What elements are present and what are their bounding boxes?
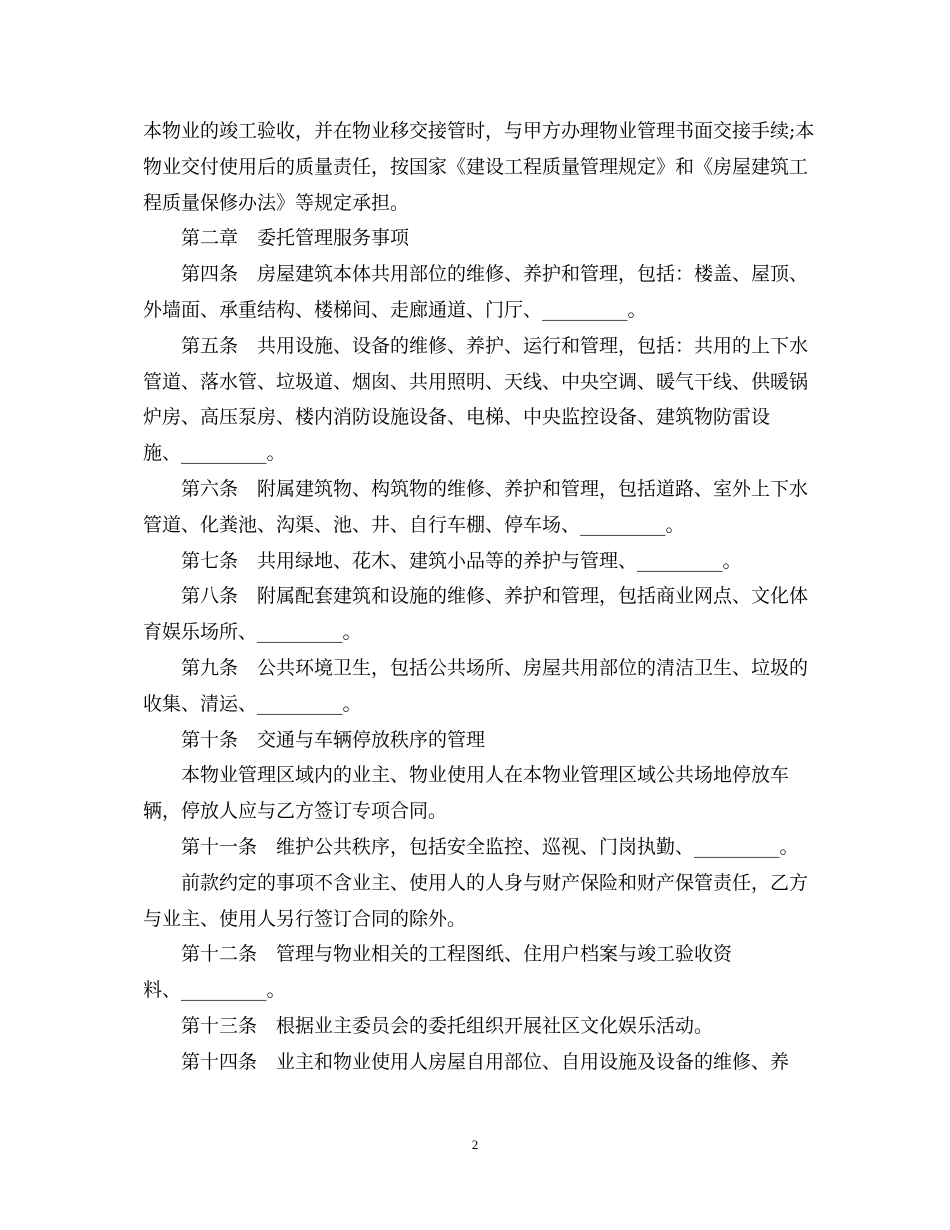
page-number: 2 [471,1137,479,1152]
text-line: 外墙面、承重结构、楼梯间、走廊通道、门厅、_________。 [143,298,647,321]
text-line: 第五条 共用设施、设备的维修、养护、运行和管理，包括：共用的上下水 [181,334,809,357]
text-line: 物业交付使用后的质量责任，按国家《建设工程质量管理规定》和《房屋建筑工 [143,155,809,178]
text-line: 第二章 委托管理服务事项 [181,227,410,250]
text-line: 第六条 附属建筑物、构筑物的维修、养护和管理，包括道路、室外上下水 [181,477,809,500]
text-line: 第十四条 业主和物业使用人房屋自用部位、自用设施及设备的维修、养 [181,1050,790,1073]
text-line: 第十二条 管理与物业相关的工程图纸、住用户档案与竣工验收资 [181,943,733,966]
text-line: 前款约定的事项不含业主、使用人的人身与财产保险和财产保管责任，乙方 [181,871,809,894]
document-body [143,114,813,1081]
text-line: 施、_________。 [143,442,286,465]
text-line: 收集、清运、_________。 [143,692,362,715]
text-line: 第七条 共用绿地、花木、建筑小品等的养护与管理、_________。 [181,549,742,572]
text-line: 第十一条 维护公共秩序，包括安全监控、巡视、门岗执勤、_________。 [181,835,799,858]
text-line: 炉房、高压泵房、楼内消防设施设备、电梯、中央监控设备、建筑物防雷设 [143,406,771,429]
text-line: 本物业管理区域内的业主、物业使用人在本物业管理区域公共场地停放车 [181,764,790,787]
text-line: 第十三条 根据业主委员会的委托组织开展社区文化娱乐活动。 [181,1014,714,1037]
text-line: 与业主、使用人另行签订合同的除外。 [143,907,467,930]
text-line: 管道、落水管、垃圾道、烟囱、共用照明、天线、中央空调、暖气干线、供暖锅 [143,370,809,393]
text-line: 料、_________。 [143,979,286,1002]
text-line: 辆，停放人应与乙方签订专项合同。 [143,800,448,823]
text-line: 程质量保修办法》等规定承担。 [143,191,410,214]
text-line: 第八条 附属配套建筑和设施的维修、养护和管理，包括商业网点、文化体 [181,585,809,608]
text-line: 第十条 交通与车辆停放秩序的管理 [181,728,486,751]
text-line: 第九条 公共环境卫生，包括公共场所、房屋共用部位的清洁卫生、垃圾的 [181,656,809,679]
text-line: 管道、化粪池、沟渠、池、井、自行车棚、停车场、_________。 [143,513,685,536]
text-line: 本物业的竣工验收，并在物业移交接管时，与甲方办理物业管理书面交接手续;本 [143,120,815,142]
text-line: 育娱乐场所、_________。 [143,621,362,644]
text-line: 第四条 房屋建筑本体共用部位的维修、养护和管理，包括：楼盖、屋顶、 [181,263,809,286]
